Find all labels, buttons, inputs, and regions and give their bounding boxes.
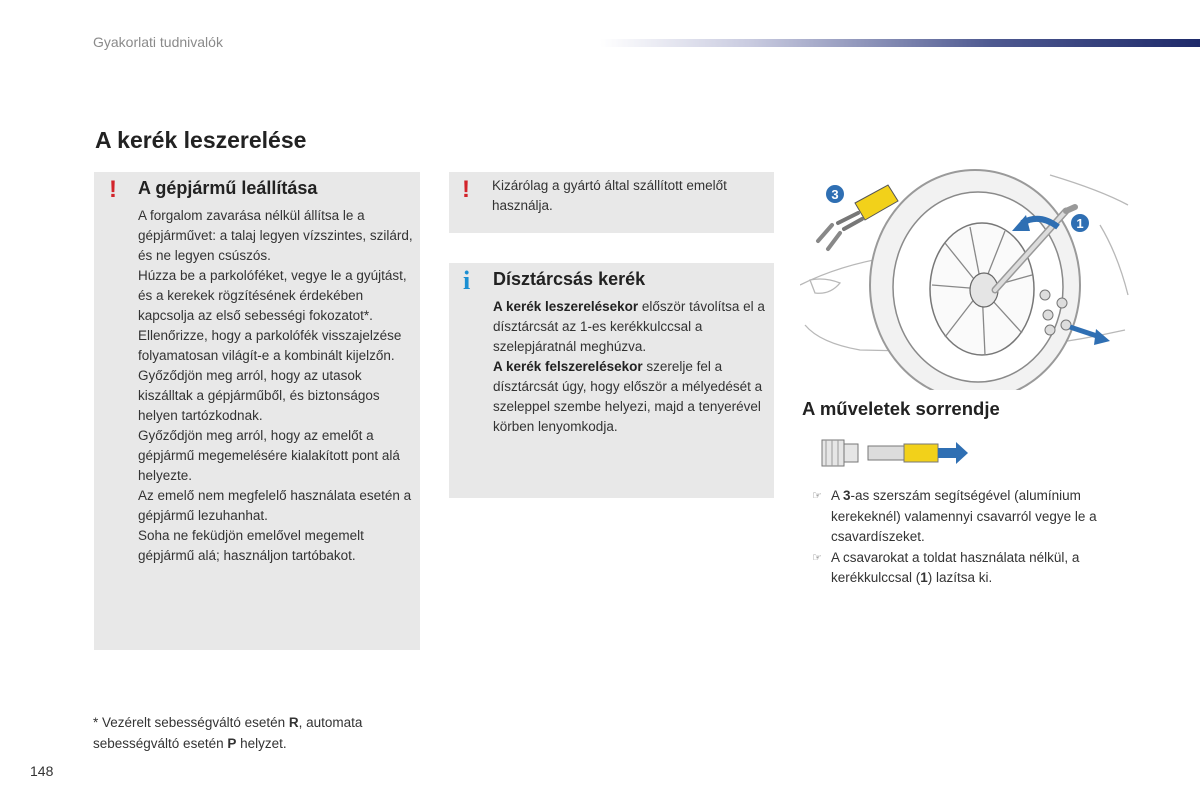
warning-paragraph: Győződjön meg arról, hogy az emelőt a gépjármű megemelésére kialakított pont alá helyezte.	[138, 428, 400, 483]
info-box-title: Dísztárcsás kerék	[493, 269, 646, 289]
number-1-label: 1	[1076, 216, 1084, 231]
extension-tool-icon	[868, 444, 938, 462]
operation-step: ☞ A 3-as szerszám segítségével (alumínium kerekeknél) valamennyi csavarról vegye le a csavardíszeket.	[812, 488, 1097, 544]
info-icon: i	[463, 266, 471, 295]
warning-paragraph: A forgalom zavarása nélkül állítsa le a gépjárművet: a talaj legyen vízszintes, szilárd, és ne legyen csúszós.	[138, 208, 413, 263]
number-3-label: 3	[831, 187, 839, 202]
wheel-icon	[870, 170, 1080, 390]
warning-box-title: A gépjármű leállítása	[138, 178, 318, 198]
pointing-hand-icon: ☞	[812, 551, 822, 564]
section-label: Gyakorlati tudnivalók	[93, 34, 223, 50]
warning-box-body	[138, 206, 413, 566]
tool-sequence-illustration	[820, 432, 970, 474]
direction-arrow-icon	[938, 442, 968, 464]
warning-icon: !	[109, 176, 117, 203]
wheel-removal-illustration	[800, 165, 1130, 390]
info-paragraph-removal: A kerék leszerelésekor először távolítsa el a dísztárcsát az 1-es kerékkulccsal a szelepjáratnál meghúzva.	[493, 299, 765, 354]
warning-paragraph: Húzza be a parkolóféket, vegye le a gyújtást, és a kerekek rögzítésének érdekében kapcsolja az első sebességi fokozatot*.	[138, 268, 407, 323]
warning-icon: !	[462, 176, 470, 203]
page-title: A kerék leszerelése	[95, 127, 307, 153]
jack-warning-text: Kizárólag a gyártó által szállított emelőt használja.	[492, 178, 727, 213]
pointing-hand-icon: ☞	[812, 490, 822, 502]
warning-paragraph: Soha ne feküdjön emelővel megemelt gépjármű alá; használjon tartóbakot.	[138, 528, 364, 563]
info-box-body	[493, 297, 765, 437]
info-paragraph-fitting: A kerék felszerelésekor szerelje fel a dísztárcsát úgy, hogy először a mélyedését a szeleppel szembe helyezi, majd a tenyerével körben lenyomkodja.	[493, 359, 763, 434]
page-number: 148	[30, 763, 54, 779]
warning-paragraph: Az emelő nem megfelelő használata esetén a gépjármű lezuhanhat.	[138, 488, 412, 523]
header-accent-bar	[600, 39, 1200, 47]
operations-list	[812, 486, 1132, 589]
warning-paragraph: Győződjön meg arról, hogy az utasok kiszálltak a gépjárműből, és biztonságos helyen tartózkodnak.	[138, 368, 380, 423]
warning-paragraph: Ellenőrizze, hogy a parkolófék visszajelzése folyamatosan világít-e a kombinált kijelzőn.	[138, 328, 402, 363]
operation-step: ☞ A csavarokat a toldat használata nélkül, a kerékkulccsal (1) lazítsa ki.	[812, 549, 1080, 585]
footnote: * Vezérelt sebességváltó esetén R, automata sebességváltó esetén P helyzet.	[93, 715, 363, 751]
operations-title: A műveletek sorrendje	[802, 398, 1000, 419]
bolt-cap-icon	[822, 440, 858, 466]
